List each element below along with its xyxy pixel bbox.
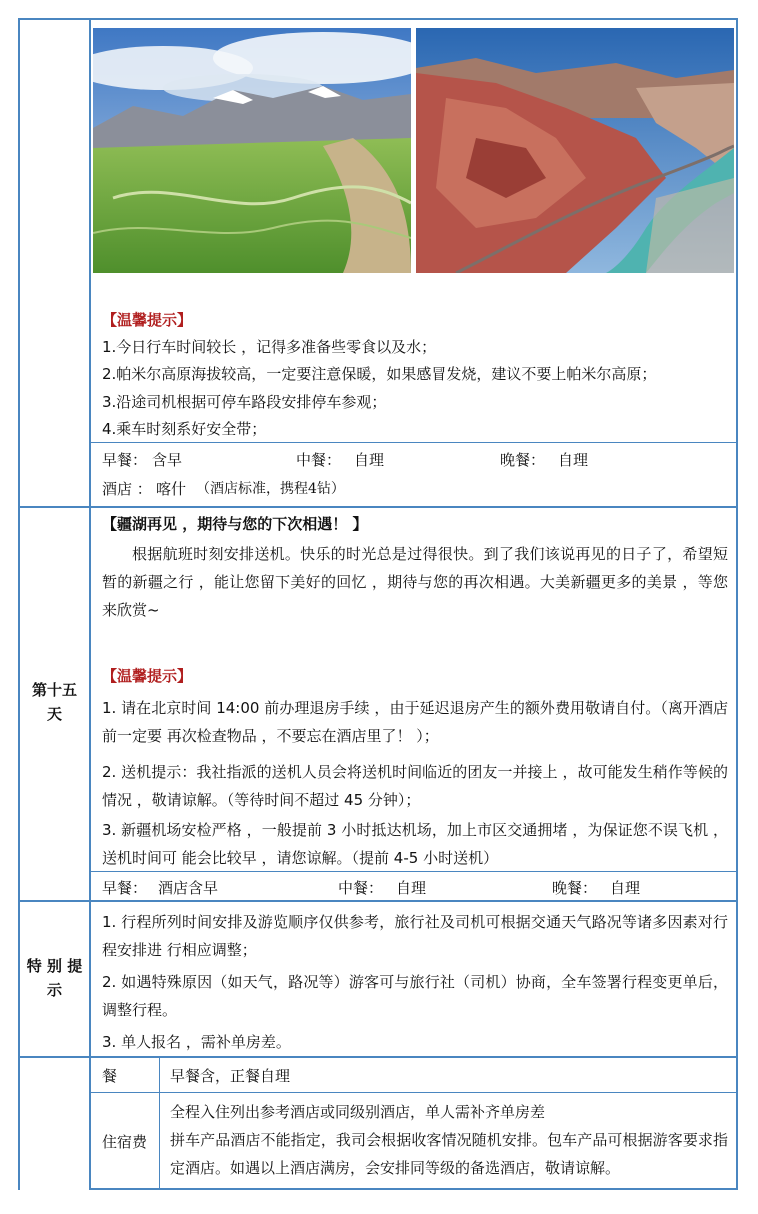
- day14-hotel-note: （酒店标准，携程4钻）: [196, 481, 345, 497]
- meal-fee-value: 早餐含，正餐自理: [170, 1067, 291, 1085]
- meal-fee-label: 餐: [102, 1067, 118, 1085]
- day15-tip-1: 1. 请在北京时间 14:00 前办理退房手续 ，由于延迟退房产生的额外费用敬请自付。（离开酒店前一定要 再次检查物品 ，不要忘在酒店里了！ ）；: [102, 699, 728, 745]
- day14-tips-title: 【温馨提示】: [102, 311, 193, 329]
- day15-tip-2: 2. 送机提示：我社指派的送机人员会将送机时间临近的团友一并接上 ，故可能发生稍作等候的情况 ，敬请谅解。（等待时间不超过 45 分钟）；: [102, 763, 728, 809]
- special-notes-label-line1: 特 别 提: [26, 957, 83, 975]
- table-border-bottom: [89, 1188, 738, 1190]
- special-note-1: 1. 行程所列时间安排及游览顺序仅供参考，旅行社及司机可根据交通天气路况等诸多因素对行程安排进 行相应调整；: [102, 913, 728, 959]
- lodging-fee-line2: 拼车产品酒店不能指定，我司会根据收客情况随机安排。包车产品可根据游客要求指定酒店。如遇以上酒店满房，会安排同等级的备选酒店，敬请谅解。: [170, 1131, 728, 1177]
- day15-label-line1: 第十五: [31, 681, 77, 699]
- special-notes-label-line2: 示: [46, 981, 62, 999]
- day14-breakfast-value: 含早: [152, 451, 183, 469]
- table-border-top: [18, 18, 738, 20]
- day15-lunch-label: 中餐：: [338, 879, 384, 897]
- row-divider: [18, 506, 738, 508]
- special-notes-label: [20, 954, 89, 1002]
- day15-title: 【疆湖再见 ，期待与您的下次相遇！ 】: [102, 515, 368, 533]
- day14-hotel-label: 酒店 ：: [102, 480, 152, 498]
- day15-lunch-value: 自理: [396, 879, 427, 897]
- row-divider: [89, 442, 738, 443]
- row-divider: [89, 1092, 738, 1093]
- day14-tip-1: 1.今日行车时间较长 ，记得多准备些零食以及水；: [102, 338, 437, 356]
- table-border-left: [18, 18, 20, 1190]
- day14-breakfast-label: 早餐：: [102, 451, 148, 469]
- day14-lunch-value: 自理: [354, 451, 385, 469]
- lodging-fee-label: 住宿费: [102, 1133, 148, 1151]
- day14-dinner-value: 自理: [558, 451, 589, 469]
- day14-dinner-label: 晚餐：: [500, 451, 546, 469]
- day14-tip-4: 4.乘车时刻系好安全带；: [102, 420, 267, 438]
- day15-dinner-value: 自理: [610, 879, 641, 897]
- day15-breakfast-value: 酒店含早: [158, 879, 219, 897]
- row-divider: [18, 1056, 738, 1058]
- day14-lunch-label: 中餐：: [296, 451, 342, 469]
- fee-column-divider: [159, 1058, 160, 1190]
- itinerary-table: [18, 18, 738, 1190]
- special-note-2: 2. 如遇特殊原因（如天气，路况等）游客可与旅行社（司机）协商，全车签署行程变更单后，调整行程。: [102, 973, 728, 1019]
- day15-label-line2: 天: [46, 705, 62, 723]
- day15-label: [20, 678, 89, 726]
- day15-tips-title: 【温馨提示】: [102, 667, 193, 685]
- row-divider: [18, 900, 738, 902]
- red-canyon-photo: [416, 28, 734, 273]
- pamir-grassland-photo: [93, 28, 411, 273]
- day15-breakfast-label: 早餐：: [102, 879, 148, 897]
- special-note-3: 3. 单人报名 ，需补单房差。: [102, 1033, 291, 1051]
- day15-paragraph: 根据航班时刻安排送机。快乐的时光总是过得很快。到了我们该说再见的日子了，希望短暂的新疆之行 ，能让您留下美好的回忆 ，期待与您的再次相遇。大美新疆更多的美景 ，等您来欣赏~: [102, 545, 728, 619]
- lodging-fee-line1: 全程入住列出参考酒店或同级别酒店，单人需补齐单房差: [170, 1103, 546, 1121]
- day15-dinner-label: 晚餐：: [552, 879, 598, 897]
- column-divider: [89, 18, 91, 1190]
- day15-tip-3: 3. 新疆机场安检严格 ，一般提前 3 小时抵达机场，加上市区交通拥堵 ，为保证您不误飞机 ，送机时间可 能会比较早 ，请您谅解。（提前 4-5 小时送机）: [102, 821, 728, 867]
- table-border-right: [736, 18, 738, 1190]
- day14-tip-2: 2.帕米尔高原海拔较高，一定要注意保暖，如果感冒发烧，建议不要上帕米尔高原；: [102, 365, 657, 383]
- day14-hotel-value: 喀什: [156, 480, 187, 498]
- day14-tip-3: 3.沿途司机根据可停车路段安排停车参观；: [102, 393, 387, 411]
